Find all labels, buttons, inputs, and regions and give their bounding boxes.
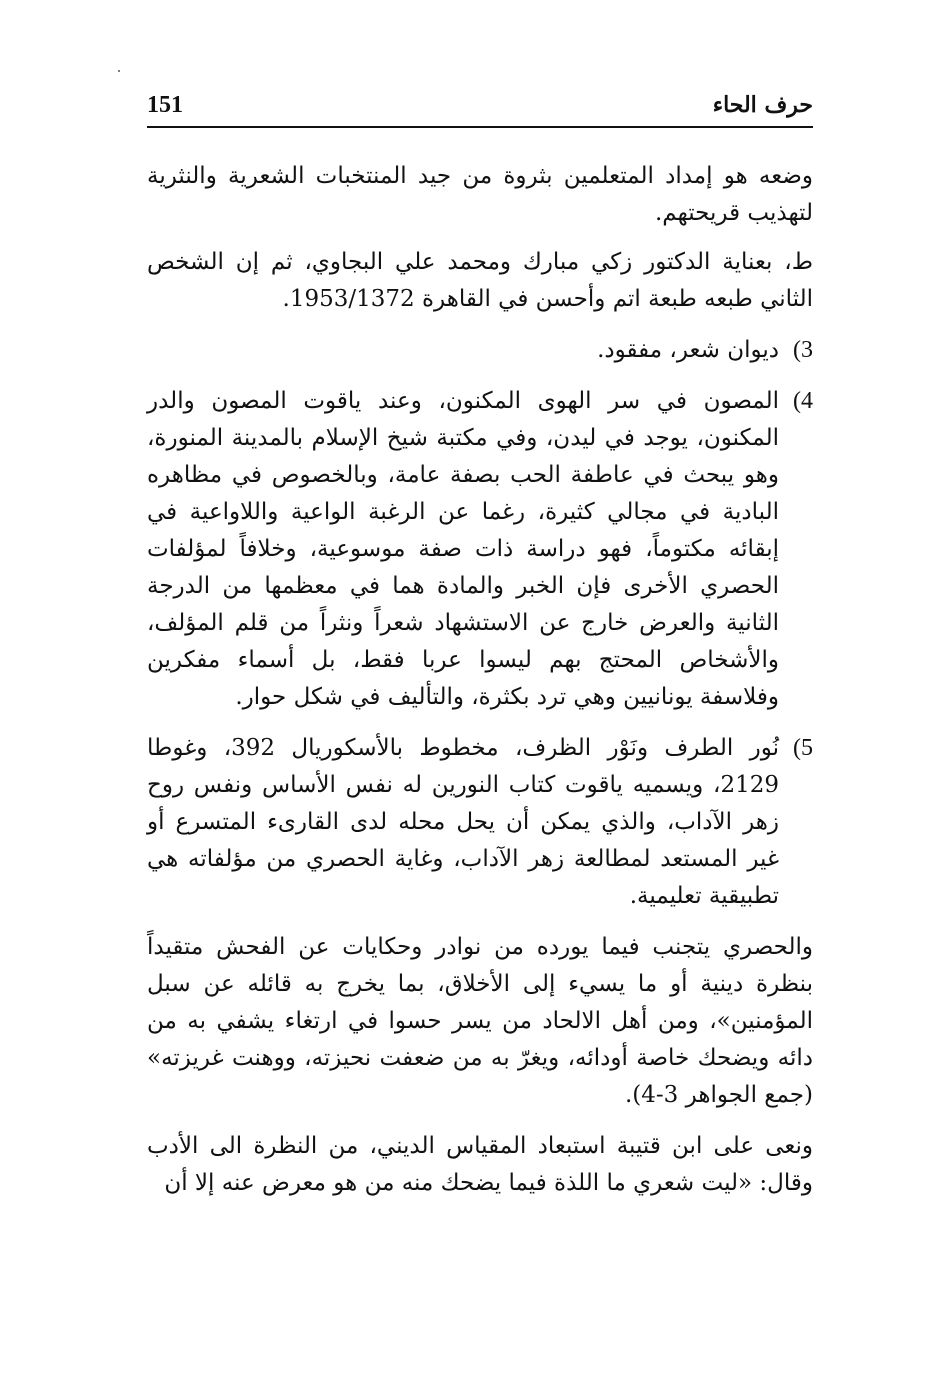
list-item-3: [147, 332, 813, 369]
list-item-4: [147, 383, 813, 716]
page-header: [147, 90, 813, 128]
paragraph-edition-note: ط، بعناية الدكتور زكي مبارك ومحمد علي البجاوي، ثم إن الشخص الثاني طبعه طبعة اتم وأحسن في القاهرة 1953/1372.: [147, 249, 813, 312]
list-item-text: ديوان شعر، مفقود.: [597, 337, 779, 363]
paragraph-ibn-qutayba: ونعى على ابن قتيبة استبعاد المقياس الديني، من النظرة الى الأدب وقال: «ليت شعري ما اللذة فيما يضحك منه من هو معرض عنه إلا أن: [147, 1133, 813, 1196]
list-item-5: [147, 730, 813, 915]
page-number: 151: [147, 92, 183, 118]
list-item-text: نُور الطرف ونَوْر الظرف، مخطوط بالأسكوريال 392، وغوطا 2129، ويسميه ياقوت كتاب النورين له نفس الأساس ونفس روح زهر الآداب، والذي يمكن أن يحل محله لدى القارىء المتسرع أو غير المستعد لمطالعة زهر الآداب، وغاية الحصري من مؤلفاته هي تطبيقية تعليمية.: [147, 735, 779, 909]
paragraph-husri: والحصري يتجنب فيما يورده من نوادر وحكايات عن الفحش متقيداً بنظرة دينية أو ما يسيء إلى الأخلاق، بما يخرج به قائله عن سبل المؤمنين»، ومن أهل الالحاد من يسر حسوا في ارتغاء يشفي به من دائه ويضحك خاصة أودائه، ويغرّ به من ضعفت نحيزته، ووهنت غريزته» (جمع الجواهر 3-4).: [147, 934, 813, 1108]
list-item-number: 4): [793, 388, 813, 414]
speck: [118, 70, 120, 72]
running-head: حرف الحاء: [712, 92, 813, 118]
list-item-number: 3): [793, 337, 813, 363]
paragraph-continuation: وضعه هو إمداد المتعلمين بثروة من جيد المنتخبات الشعرية والنثرية لتهذيب قريحتهم.: [147, 163, 813, 226]
body-text: [147, 158, 813, 1216]
list-item-text: المصون في سر الهوى المكنون، وعند ياقوت المصون والدر المكنون، يوجد في ليدن، وفي مكتبة شيخ الإسلام بالمدينة المنورة، وهو يبحث في عاطفة الحب بصفة عامة، وبالخصوص في مظاهره البادية في مجالي كثيرة، رغما عن الرغبة الواعية واللاواعية في إبقائه مكتوماً، فهو دراسة ذات صفة موسوعية، وخلافاً لمؤلفات الحصري الأخرى فإن الخبر والمادة هما في معظمها من الدرجة الثانية والعرض خارج عن الاستشهاد شعراً ونثراً من قلم المؤلف، والأشخاص المحتج بهم ليسوا عربا فقط، بل أسماء مفكرين وفلاسفة يونانيين وهي ترد بكثرة، والتأليف في شكل حوار.: [147, 388, 779, 710]
list-item-number: 5): [793, 735, 813, 761]
